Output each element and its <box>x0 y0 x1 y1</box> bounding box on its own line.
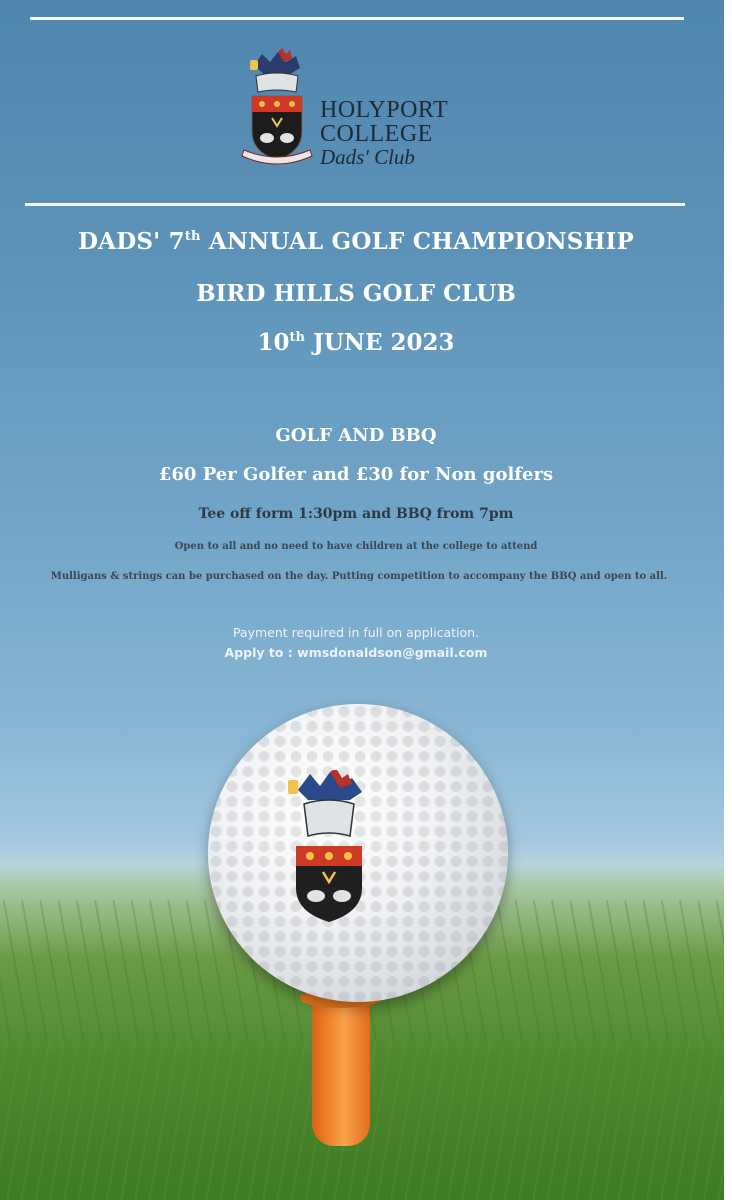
title-ordinal: th <box>184 229 201 244</box>
college-crest-icon <box>240 48 314 172</box>
open-note: Open to all and no need to have children at the college to attend <box>174 541 538 552</box>
golf-tee <box>312 996 370 1146</box>
title-prefix: DADS' 7 <box>78 228 185 255</box>
date-month-year: JUNE 2023 <box>304 329 455 356</box>
event-type: GOLF AND BBQ <box>275 425 437 446</box>
top-divider <box>30 17 684 20</box>
ball-crest-icon <box>286 770 372 925</box>
extras-note: Mulligans & strings can be purchased on the day. Putting competition to accompany the BBQ and open to all. <box>50 571 668 582</box>
payment-note: Payment required in full on application. <box>232 625 480 640</box>
pricing: £60 Per Golfer and £30 for Non golfers <box>158 464 554 485</box>
schedule: Tee off form 1:30pm and BBQ from 7pm <box>198 506 514 522</box>
title-suffix: ANNUAL GOLF CHAMPIONSHIP <box>200 228 634 255</box>
page-margin <box>724 0 732 1200</box>
club-wordmark <box>320 98 448 168</box>
venue: BIRD HILLS GOLF CLUB <box>196 280 516 307</box>
wordmark-line-1: HOLYPORT <box>320 97 449 123</box>
middle-divider <box>25 203 685 206</box>
event-title <box>0 228 712 255</box>
apply-contact: Apply to : wmsdonaldson@gmail.com <box>224 645 488 660</box>
date-day: 10 <box>257 329 290 356</box>
date-ordinal: th <box>289 330 305 345</box>
event-date <box>0 329 712 356</box>
wordmark-line-3: Dads' Club <box>320 145 415 169</box>
wordmark-line-2: COLLEGE <box>320 121 433 147</box>
